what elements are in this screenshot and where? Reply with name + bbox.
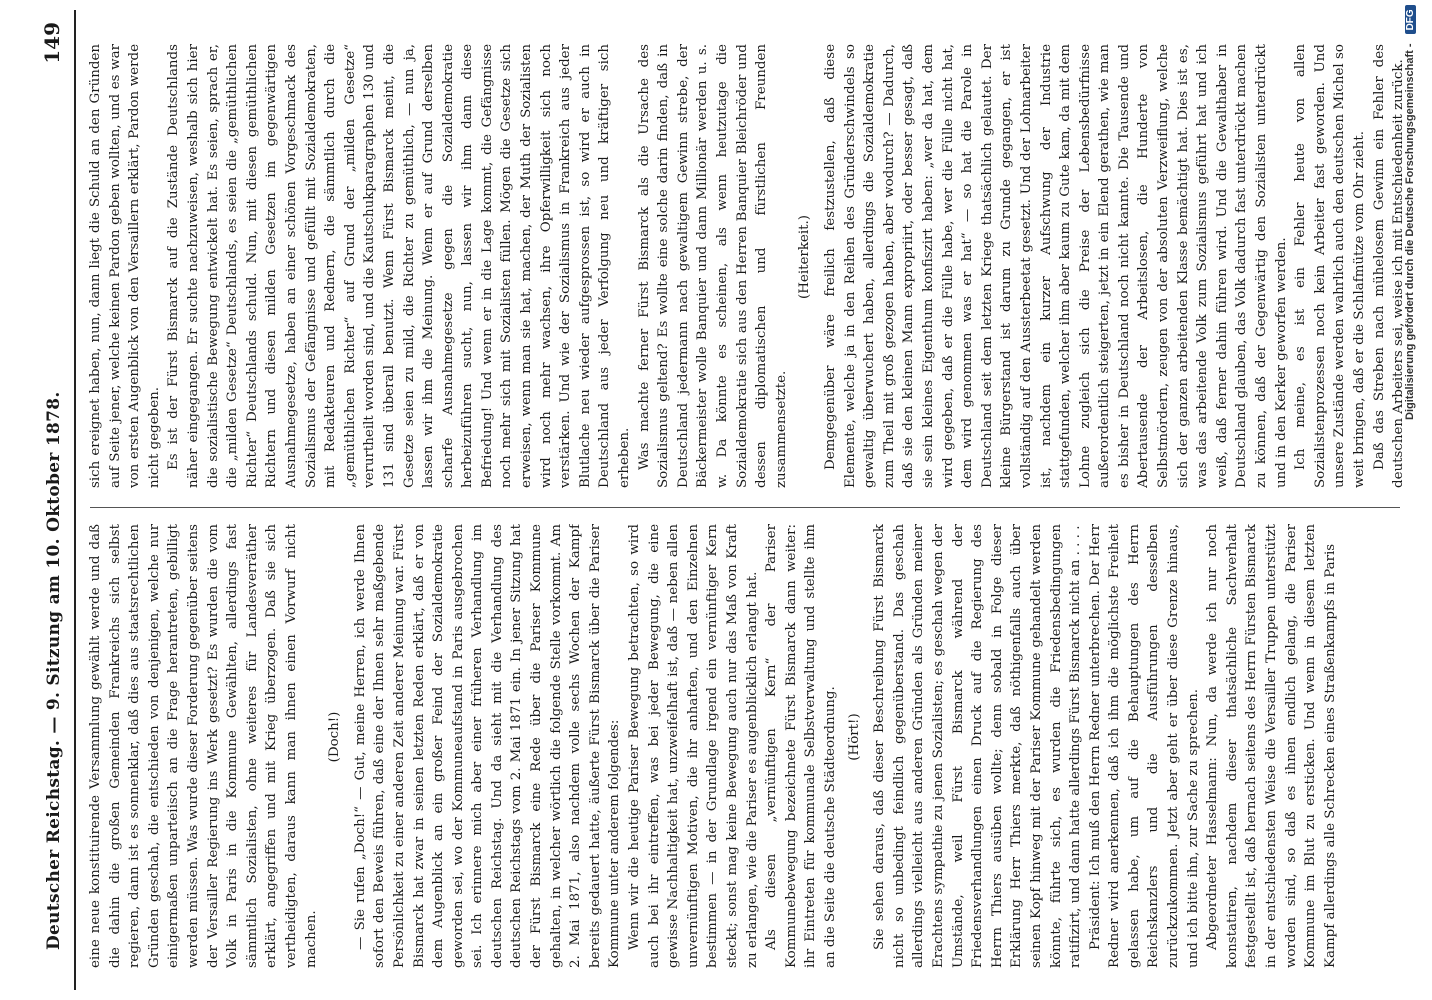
page-header: [40, 10, 76, 990]
running-title: Deutscher Reichstag. — 9. Sitzung am 10. Oktober 1878.: [44, 391, 64, 950]
text-column-right: [86, 44, 1406, 488]
paragraph: Sie sehen daraus, daß dieser Beschreibung Fürst Bismarck nicht so unbedingt feindlich gegenüberstand. Das geschah allerdings vielleicht aus anderen Gründen als Gründen meiner Erachtens sympathie zu jenen Sozialisten; es geschah wegen der Umstände, weil Fürst Bismarck während der Friedensverhandlungen einen Druck auf die Regierung des Herrn Thiers ausüben wollte; denn sobald in Folge dieser Erklärung Herr Thiers merkte, daß nöthigenfalls auch über seinen Kopf hinweg mit der Pariser Kommune gehandelt werden könnte, führte sich, es wurden die Friedensbedingungen ratifizirt, und dann hatte allerdings Fürst Bismarck nicht an . . . .: [872, 524, 1084, 968]
paragraph: Was machte ferner Fürst Bismarck als die Ursache des Sozialismus geltend? Es wollte eine solche darin finden, daß in Deutschland jedermann nach gewaltigem Gewinn strebe, der Bäckermeister wolle Banquier und dann Millionär werden u. s. w. Da könnte es scheinen, als wenn heutzutage die Sozialdemokratie sich aus den Herren Banquier Bleichröder und dessen diplomatischen und fürstlichen Freunden zusammensetzte.: [636, 44, 789, 488]
paragraph: Ich meine, es ist ein Fehler heute von allen Sozialistenprozessen noch kein Arbeiter fast geworden. Und unsere Zustände werden wahrlich auch den deutschen Michel so weit bringen, daß er die Schlafmütze vom Ohr zieht.: [1293, 44, 1367, 488]
paragraph: Es ist der Fürst Bismarck auf die Zustände Deutschlands näher eingegangen. Er suchte nachzuweisen, weshalb sich hier die sozialistische Bewegung entwickelt hat. Es seien, sprach er, die „milden Gesetze“ Deutschlands, es seien die „gemüthlichen Richter“ Deutschlands schuld. Nun, mit diesen gemüthlichen Richtern und diesen milden Gesetzen im gegenwärtigen Ausnahmegesetze, haben an einer schönen Vorgeschmack des Sozialismus der Gefängnisse und gefüllt mit Sozialdemokraten, mit Redakteuren und Rednern, die sämmtlich durch die „gemüthlichen Richter“ auf Grund der „milden Gesetze“ verurtheilt worden sind, und die Kautschukparagraphen 130 und 131 sind überall benutzt. Wenn Fürst Bismarck meint, die Gesetze seien zu mild, die Richter zu gemüthlich, — nun ja, lassen wir ihm die Meinung. Wenn er auf Grund derselben scharfe Ausnahmegesetze gegen die Sozialdemokratie herbeizuführen sucht, nun, lassen wir ihm dann diese Befriedung! Und wenn er in die Lage kommt, die Gefängnisse noch mehr sich mit Sozialisten füllen. Mögen die Gesetze sich erweisen, wenn man sie hat, machen, der Muth der Sozialisten wird noch mehr wachsen, ihre Opferwilligkeit sich noch verstärken. Und wie der Sozialismus in Frankreich aus jeder Blutlache neu wieder aufgesprossen ist, so wird er auch in Deutschland aus jeder Verfolgung neu und kräftiger sich erheben.: [166, 44, 633, 488]
dfg-logo: DFG: [1405, 5, 1416, 34]
paragraph: sich ereignet haben, nun, dann liegt die Schuld an den Gründen auf Seite jener, welche keinen Pardon geben wollten, und es war von ersten Augenblick von den Versaillern erklärt, Pardon werde nicht gegeben.: [88, 44, 162, 488]
speaker-remark: Abgeordneter Hasselmann: Nun, da werde ich nur noch konstatiren, nachdem dieser thatsächliche Sachverhalt festgestellt ist, daß hernach seitens des Herrn Fürsten Bismarck in der entschiedensten Weise die Versailler Truppen unterstützt worden sind, so daß es ihnen endlich gelang, die Pariser Kommune im Blut zu ersticken. Und wenn in diesem letzten Kampf allerdings alle Schrecken eines Straßenkampfs in Paris: [1205, 524, 1338, 968]
paragraph: eine neue konstituirende Versammlung gewählt werde und daß die dahin die großen Gemeinden Frankreichs sich selbst regieren, dann ist es sonnenklar, daß dies aus staatsrechtlichen Gründen geschah, die entschieden von denjenigen, welche nur einigermaßen unparteiisch an die Frage herantreten, gebilligt werden müssen. Was wurde dieser Forderung gegenüber seitens der Versailler Regierung ins Werk gesetzt? Es wurden die vom Volk in Paris in die Kommune Gewählten, allerdings fast sämmtlich Sozialisten, ohne weiteres für Landesverräther erklärt, angegriffen und mit Krieg überzogen. Daß sie sich vertheidigten, daraus kann man ihnen einen Vorwurf nicht machen.: [88, 524, 319, 968]
page-number: 149: [40, 22, 64, 64]
interjection: (Doch!): [327, 711, 343, 763]
credit-text: Digitalisierung gefördert durch die Deutsche Forschungsgemeinschaft -: [1404, 43, 1416, 420]
quotation: Wenn wir die heutige Pariser Bewegung betrachten, so wird auch bei ihr eintreffen, was bei jeder Bewegung, die eine gewisse Nachhaltigkeit hat, unzweifelhaft ist, daß — neben allen unvernünftigen Motiven, die ihr anhaften, und den Einzelnen bestimmen — in der Grundlage irgend ein vernünftiger Kern steckt; sonst mag keine Bewegung auch nur das Maß von Kraft zu erlangen, wie die Pariser es augenblicklich erlangt hat.: [627, 524, 760, 968]
interjection: (Hört!): [846, 713, 862, 761]
paragraph: Demgegenüber wäre freilich festzustellen, daß diese Elemente, welche ja in den Reihen des Gründerschwindels so gewaltig überwuchert haben, allerdings die Sozialdemokratie zum Theil mit groß gezogen haben, aber wodurch? — Dadurch, daß sie den kleinen Mann expropriirt, oder besser gesagt, daß sie sein kleines Eigenthum konfiszirt haben: „wer da hat, dem wird gegeben, daß er die Fülle habe, wer die Fülle nicht hat, dem wird genommen was er hat“ — so hat die Parole in Deutschland seit dem letzten Kriege thatsächlich gelautet. Der kleine Bürgerstand ist darum zu Grunde gegangen, er ist vollständig auf den Aussterbeetat gesetzt. Und der Lohnarbeiter ist, nachdem ein kurzer Aufschwung der Industrie stattgefunden, welcher ihm aber kaum zu Gute kam, da mit dem Lohne zugleich sich die Preise der Lebensbedürfnisse außerordentlich steigerten, jetzt in ein Elend gerathen, wie man es bisher in Deutschland noch nicht kannte. Die Tausende und Abertausende der Arbeitslosen, die Hunderte von Selbstmördern, zeugen von der absoluten Verzweiflung, welche sich der ganzen arbeitenden Klasse bemächtigt hat. Dies ist es, was das arbeitende Volk zum Sozialismus geführt hat und ich weiß, daß ferner dahin führen wird. Und die Gewalthaber in Deutschland glauben, das Volk dadurch fast unterdrückt machen zu können, daß der Gegenwärtig den Sozialisten unterdrückt und in den Kerker geworfen werden.: [822, 44, 1289, 488]
column-divider: [90, 507, 1400, 508]
digitization-credit: [1404, 10, 1426, 420]
paragraph: Daß das Streben nach mühelosem Gewinn ein Fehler des deutschen Arbeiters sei, weise ich mit Entschiedenheit zurück.: [1371, 44, 1406, 488]
president-remark: Präsident: Ich muß den Herrn Redner unterbrechen. Der Herr Redner wird anerkennen, daß ich ihm die möglichste Freiheit gelassen habe, um auf die Behauptungen des Herrn Reichskanzlers und die Ausführungen desselben zurückzukommen. Jetzt aber geht er über diese Grenze hinaus, und ich bitte ihn, zur Sache zu sprechen.: [1087, 524, 1201, 968]
text-column-left: [86, 524, 1406, 968]
paragraph: Als diesen „vernünftigen Kern“ der Pariser Kommunebewegung bezeichnete Fürst Bismarck dann weiter: ihr Eintreten für kommunale Selbstverwaltung und stellte ihm an die Seite die deutsche Städteordnung.: [764, 524, 838, 968]
interjection: (Heiterkeit.): [797, 215, 813, 299]
paragraph: — Sie rufen „Doch!“ — Gut, meine Herren, ich werde Ihnen sofort den Beweis führen, daß eine der Ihnen sehr maßgebende Persönlichkeit zu einer anderen Zeit anderer Meinung war. Fürst Bismarck hat zwar in seinen letzten Reden erklärt, daß er von dem Augenblick an ein großer Feind der Sozialdemokratie geworden sei, wo der Kommuneaufstand in Paris ausgebrochen sei. Ich erinnere mich aber einer früheren Verhandlung im deutschen Reichstag. Und da sieht mit die Verhandlung des deutschen Reichstags vom 2. Mai 1871 ein. In jener Sitzung hat der Fürst Bismarck eine Rede über die Pariser Kommune gehalten, in welcher wörtlich die folgende Stelle vorkommt. Am 2. Mai 1871, also nachdem volle sechs Wochen der Kampf bereits gedauert hatte, äußerte Fürst Bismarck über die Pariser Kommune unter anderem folgendes:: [352, 524, 623, 968]
